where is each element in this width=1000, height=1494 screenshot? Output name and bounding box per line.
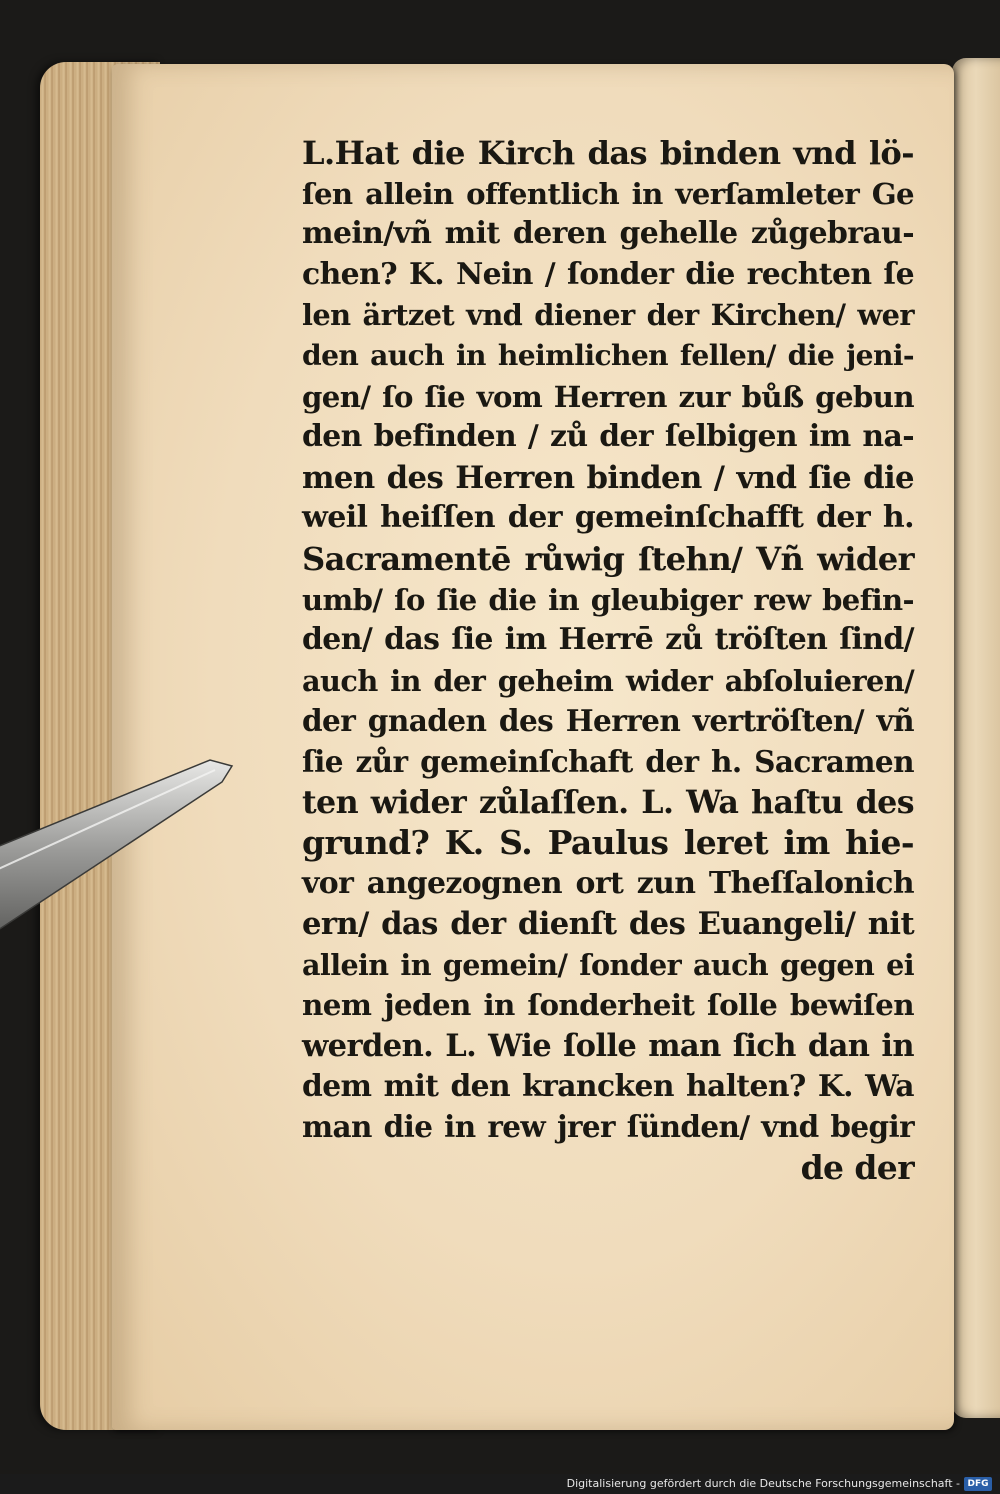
text-line: men des Herren binden / vnd ſie die [302,459,914,496]
text-line: umb/ ſo ſie die in gleubiger rew befin- [302,582,914,617]
text-line: den befinden / zů der ſelbigen im na- [302,419,914,455]
text-line: ſie zůr gemeinſchaft der h. Sacramen [302,743,914,779]
text-line: mein/vñ mit deren gehelle zůgebrau- [302,216,914,252]
text-line: Sacramentē růwig ſtehn/ Vñ wider [302,539,914,578]
text-line: gen/ ſo ſie vom Herren zur bůß gebun [302,379,914,414]
text-line: ſen allein offentlich in verſamleter Ge [302,176,914,211]
facing-page-edge [952,58,1000,1418]
text-line: der gnaden des Herren vertröſten/ vñ [302,703,914,739]
text-line: allein in gemein/ ſonder auch gegen ei [302,947,914,982]
text-line: dem mit den krancken halten? K. Wa [302,1068,914,1104]
text-line: L.Hat die Kirch das binden vnd lö- [302,134,914,172]
text-line: vor angezognen ort zun Theſſalonich [302,865,914,901]
page-holder-pointer [0,752,260,952]
text-line: ten wider zůlaſſen. L. Wa haſtu des [302,783,914,821]
footer-credit: Digitalisierung gefördert durch die Deutsche Forschungsgemeinschaft - [566,1477,960,1490]
text-line: len ärtzet vnd diener der Kirchen/ wer [302,298,914,333]
text-line: auch in der geheim wider abſoluieren/ [302,663,914,698]
text-line: chen? K. Nein / ſonder die rechten ſe [302,256,914,292]
text-line: den/ das ſie im Herrē zů tröſten ſind/ [302,622,914,658]
text-line: weil heiſſen der gemeinſchafft der h. [302,500,914,536]
footer-bar [0,1474,1000,1494]
text-line: grund? K. S. Paulus leret im hie- [302,823,914,863]
text-line: werden. L. Wie ſolle man ſich dan in [302,1028,914,1065]
text-block [302,133,914,1188]
catchword: de der [800,1147,914,1187]
text-line: den auch in heimlichen fellen/ die jeni- [302,338,914,372]
text-line: ern/ das der dienſt des Euangeli/ nit [302,906,914,943]
dfg-logo: DFG [964,1477,992,1491]
text-line: nem jeden in ſonderheit ſolle bewiſen [302,987,914,1023]
text-line: man die in rew jrer ſünden/ vnd begir [302,1109,914,1145]
